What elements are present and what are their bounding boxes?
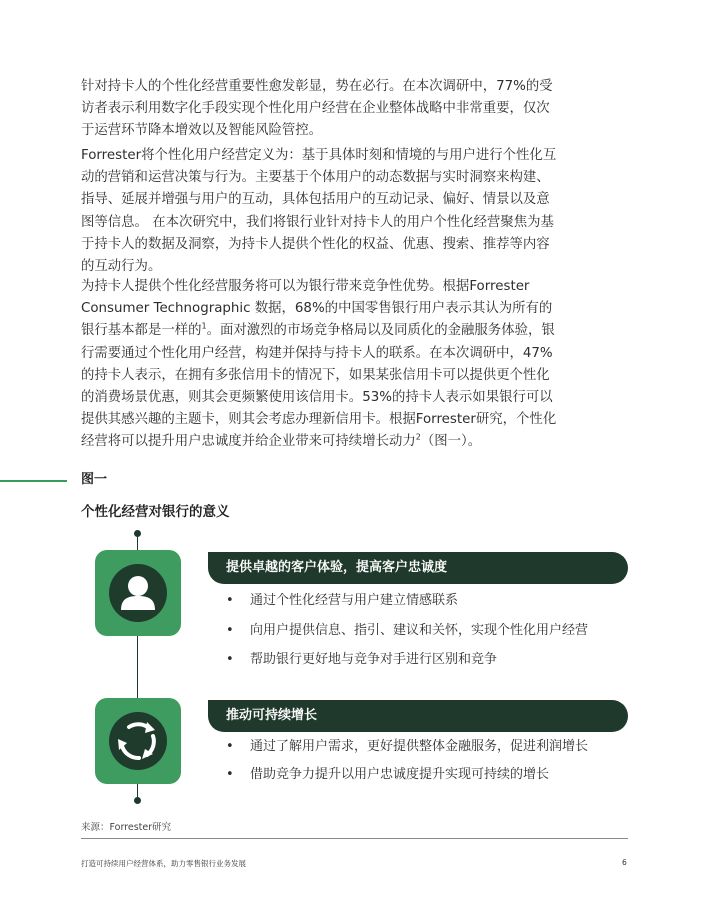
- figure-title: 个性化经营对银行的意义: [81, 504, 230, 520]
- bullet-text: 帮助银行更好地与竞争对手进行区别和竞争: [250, 652, 498, 667]
- paragraph-2: Forrester将个性化用户经营定义为：基于具体时刻和情境的与用户进行个性化互动的营销和运营决策与行为。主要基于个体用户的动态数据与实时洞察来构建、指导、延展并增强与用户的互动，具体包括用户的互动记录、偏好、情景以及意图等信息。 在本次研究中，我们将银行业针对持卡人的用户个性化经营聚焦为基于持卡人的数据及洞察，为持卡人提供个性化的权益、优惠、搜索、推荐等内容的互动行为。: [81, 148, 557, 275]
- paragraph-3-part-b: 。面对激烈的市场竞争格局以及同质化的金融服务体验，银行需要通过个性化用户经营，构建并保持与持卡人的联系。在本次调研中，47%的持卡人表示，在拥有多张信用卡的情况下，如果某张信用卡可以提供更个性化的消费场景优惠，则其会更频繁使用该信用卡。53%的持卡人表示如果银行可以提供其感兴趣的主题卡，则其会考虑办理新信用卡。根据Forrester研究，个性化经营将可以提升用户忠诚度并给企业带来可持续增长动力: [81, 323, 557, 450]
- section-2-bullet-1: [226, 738, 588, 756]
- bullet-text: 通过个性化经营与用户建立情感联系: [250, 593, 459, 608]
- section-1-icon-box: [95, 550, 181, 636]
- footer-divider: [81, 838, 628, 839]
- page-number: 6: [622, 858, 627, 867]
- footnote-ref-1: 1: [201, 321, 207, 331]
- section-2-icon-box: [95, 698, 181, 784]
- timeline-line-bottom: [137, 784, 138, 798]
- paragraph-1: 针对持卡人的个性化经营重要性愈发彰显，势在必行。在本次调研中，77%的受访者表示利用数字化手段实现个性化用户经营在企业整体战略中非常重要，仅次于运营环节降本增效以及智能风险管控。: [81, 79, 553, 139]
- bullet-text: 向用户提供信息、指引、建议和关怀，实现个性化用户经营: [250, 623, 589, 638]
- paragraph-3-part-c: （图一）。: [420, 434, 482, 450]
- bullet-text: 通过了解用户需求，更好提供整体金融服务，促进利润增长: [250, 739, 589, 754]
- timeline-line-top: [137, 536, 138, 550]
- footnote-ref-2: 2: [415, 432, 421, 442]
- bullet-symbol: •: [226, 593, 234, 608]
- section-2-bullet-2: [226, 766, 549, 784]
- figure-label: 图一: [81, 472, 108, 487]
- section-1-bullet-2: [226, 622, 588, 640]
- bullet-text: 借助竞争力提升以用户忠诚度提升实现可持续的增长: [250, 767, 550, 782]
- bullet-symbol: •: [226, 767, 234, 782]
- section-2-heading: 推动可持续增长: [208, 700, 628, 732]
- bullet-symbol: •: [226, 739, 234, 754]
- bullet-symbol: •: [226, 623, 234, 638]
- section-1-bullet-3: [226, 651, 497, 669]
- paragraph-3-part-a: 为持卡人提供个性化经营服务将可以为银行带来竞争性优势。根据Forrester Consumer Technographic 数据，68%的中国零售银行用户表示其认为所有的银行基本都是一样的: [81, 279, 553, 339]
- cycle-arrows-icon: [109, 712, 167, 770]
- timeline-line-middle: [137, 636, 138, 698]
- figure-source: 来源：Forrester研究: [81, 822, 172, 833]
- section-1-heading: 提供卓越的客户体验，提高客户忠诚度: [208, 552, 628, 584]
- paragraph-3: [81, 276, 557, 454]
- section-1-bullet-1: [226, 592, 458, 610]
- footer-title: 打造可持续用户经营体系，助力零售银行业务发展: [81, 859, 246, 868]
- user-icon: [109, 564, 167, 622]
- bullet-symbol: •: [226, 652, 234, 667]
- timeline-dot-bottom: [134, 797, 141, 804]
- figure-accent-rule: [0, 480, 67, 482]
